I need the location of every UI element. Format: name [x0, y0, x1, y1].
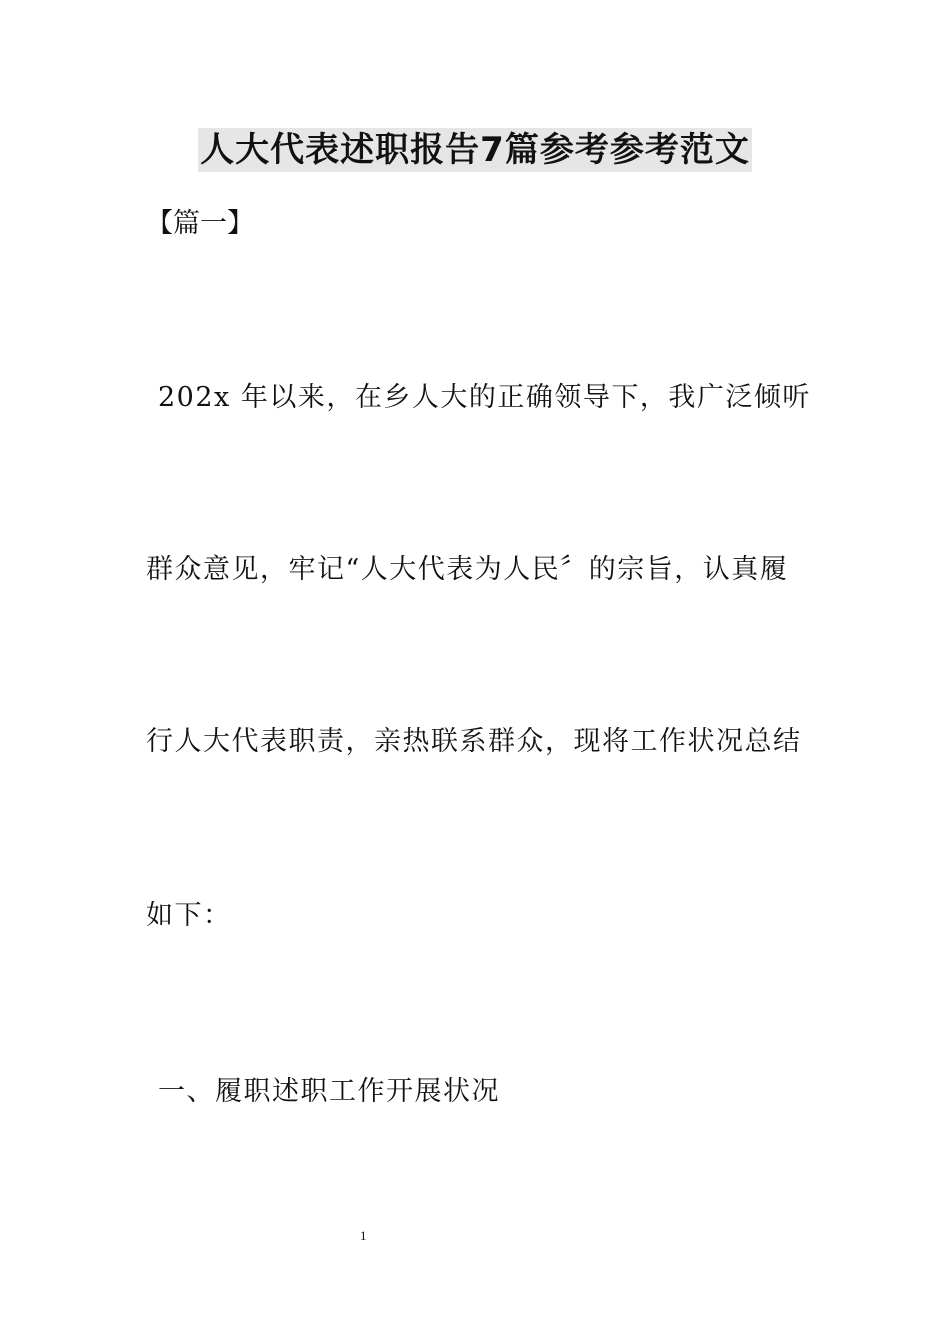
title-container	[0, 128, 950, 172]
document-title: 人大代表述职报告7篇参考参考范文	[200, 130, 750, 170]
paragraph-line-1: 202x 年以来，在乡人大的正确领导下，我广泛倾听	[158, 382, 811, 413]
paragraph-line-4: 如下：	[146, 900, 232, 931]
section-label: 【篇一】	[146, 208, 254, 239]
section-heading: 一、履职述职工作开展状况	[158, 1076, 500, 1107]
paragraph-line-2: 群众意见，牢记“人大代表为人民〞的宗旨，认真履	[146, 554, 789, 585]
page-number: 1	[360, 1228, 367, 1243]
paragraph-line-3: 行人大代表职责，亲热联系群众，现将工作状况总结	[146, 726, 802, 757]
